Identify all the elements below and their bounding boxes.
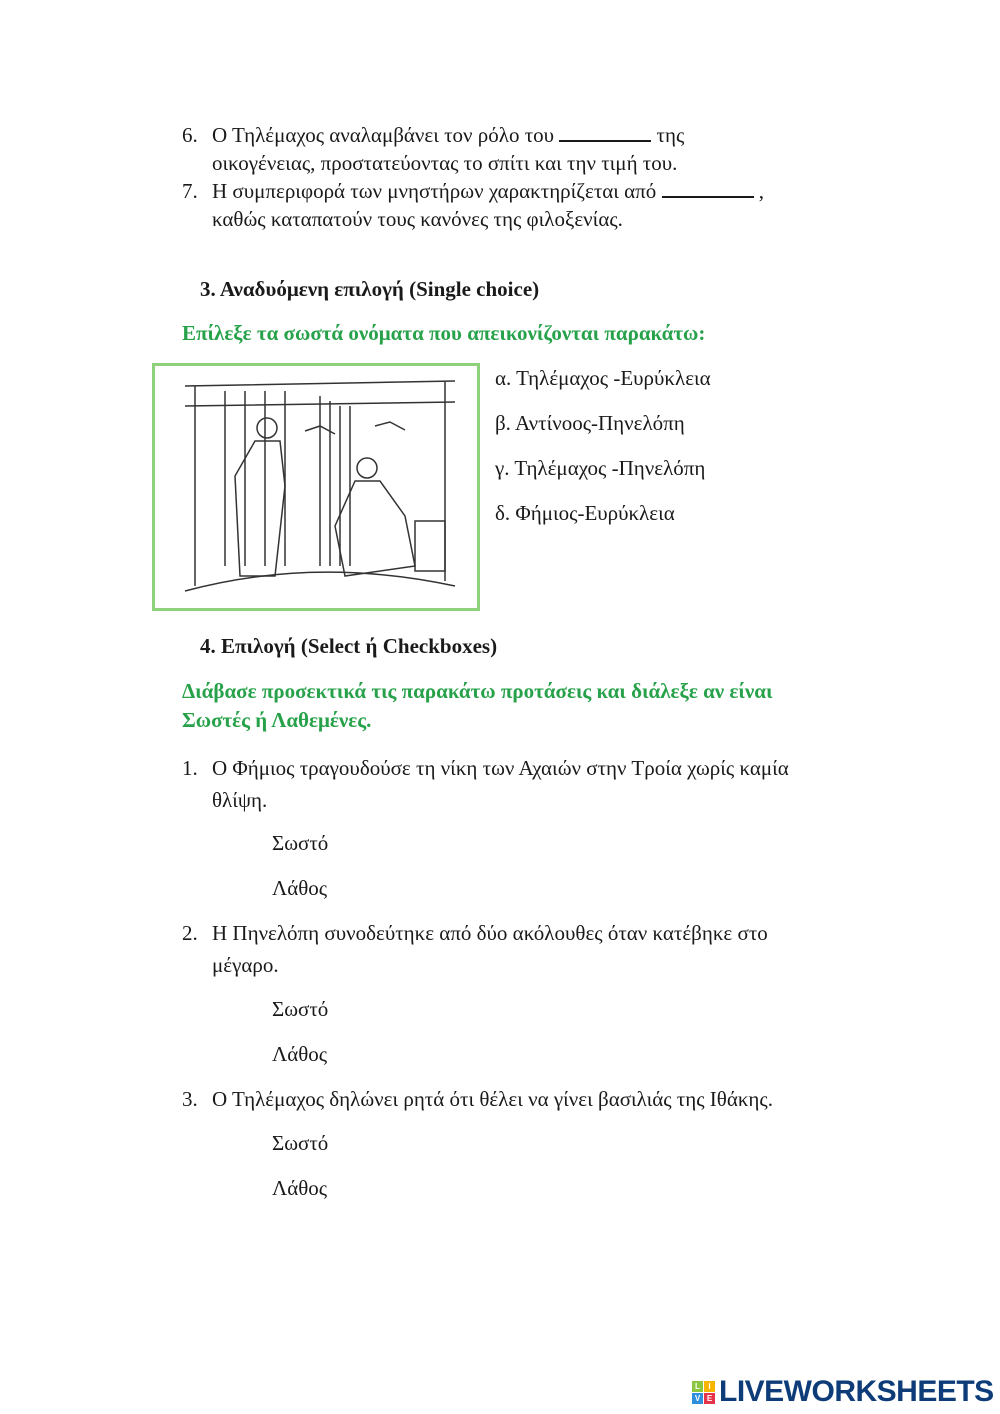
question-2 xyxy=(182,919,768,947)
question-text: Ο Τηλέμαχος δηλώνει ρητά ότι θέλει να γίνει βασιλιάς της Ιθάκης. xyxy=(212,1087,773,1111)
option-true[interactable]: Σωστό xyxy=(272,1131,329,1155)
logo-tile: L xyxy=(692,1381,703,1392)
fill-item-6 xyxy=(182,121,684,149)
logo-tile: E xyxy=(704,1393,715,1404)
instruction: Επίλεξε τα σωστά ονόματα που απεικονίζονται παρακάτω: xyxy=(182,321,706,345)
blank-input[interactable] xyxy=(559,122,651,142)
item-number: 2. xyxy=(182,921,198,945)
choice-option-a[interactable]: α. Τηλέμαχος -Ευρύκλεια xyxy=(495,366,711,390)
blank-input[interactable] xyxy=(662,178,754,198)
logo-text: LIVEWORKSHEETS xyxy=(719,1375,994,1408)
instruction: Σωστές ή Λαθεμένες. xyxy=(182,708,372,732)
question-text: μέγαρο. xyxy=(212,953,279,977)
item-text: καθώς καταπατούν τους κανόνες της φιλοξενίας. xyxy=(212,207,623,231)
option-false[interactable]: Λάθος xyxy=(272,1176,328,1200)
item-text: , xyxy=(758,179,765,203)
instruction: Διάβασε προσεκτικά τις παρακάτω προτάσεις και διάλεξε αν είναι xyxy=(182,679,773,703)
liveworksheets-logo xyxy=(692,1375,994,1409)
question-3 xyxy=(182,1085,773,1113)
choice-option-b[interactable]: β. Αντίνοος-Πηνελόπη xyxy=(495,411,685,435)
logo-tile: I xyxy=(704,1381,715,1392)
option-true[interactable]: Σωστό xyxy=(272,997,329,1021)
item-number: 3. xyxy=(182,1087,198,1111)
choice-option-d[interactable]: δ. Φήμιος-Ευρύκλεια xyxy=(495,501,675,525)
telemachus-penelope-drawing xyxy=(155,366,477,608)
question-1 xyxy=(182,754,789,782)
logo-tiles-icon xyxy=(692,1381,715,1404)
item-text: οικογένειας, προστατεύοντας το σπίτι και την τιμή του. xyxy=(212,151,678,175)
item-text: Η συμπεριφορά των μνηστήρων χαρακτηρίζεται από xyxy=(212,179,657,203)
item-text: Ο Τηλέμαχος αναλαμβάνει τον ρόλο του xyxy=(212,123,555,147)
option-false[interactable]: Λάθος xyxy=(272,876,328,900)
vase-illustration xyxy=(152,363,480,611)
section-heading: 4. Επιλογή (Select ή Checkboxes) xyxy=(200,634,498,658)
question-text: θλίψη. xyxy=(212,788,268,812)
item-number: 1. xyxy=(182,756,198,780)
choice-option-c[interactable]: γ. Τηλέμαχος -Πηνελόπη xyxy=(495,456,706,480)
question-text: Η Πηνελόπη συνοδεύτηκε από δύο ακόλουθες όταν κατέβηκε στο xyxy=(212,921,768,945)
fill-item-7 xyxy=(182,177,764,205)
question-text: Ο Φήμιος τραγουδούσε τη νίκη των Αχαιών στην Τροία χωρίς καμία xyxy=(212,756,789,780)
option-false[interactable]: Λάθος xyxy=(272,1042,328,1066)
logo-tile: V xyxy=(692,1393,703,1404)
section-heading: 3. Αναδυόμενη επιλογή (Single choice) xyxy=(200,277,540,301)
option-true[interactable]: Σωστό xyxy=(272,831,329,855)
item-number: 7. xyxy=(182,179,198,203)
item-text: της xyxy=(656,123,685,147)
item-number: 6. xyxy=(182,123,198,147)
